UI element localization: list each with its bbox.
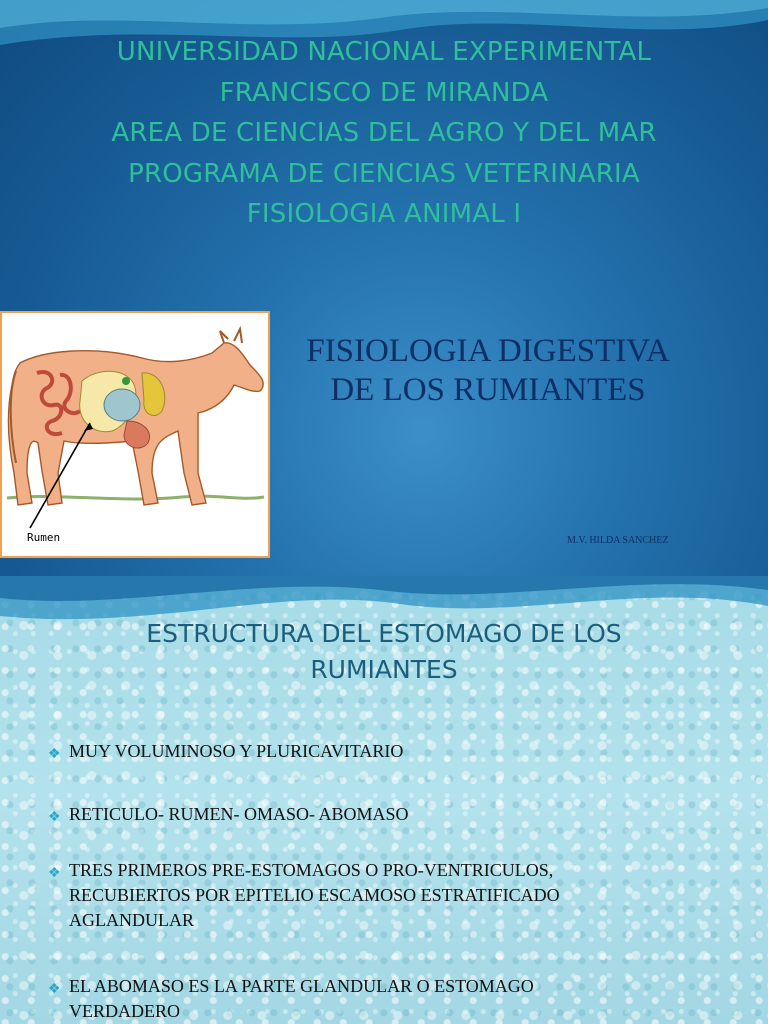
university-title [0, 32, 768, 235]
subtitle-line: FISIOLOGIA DIGESTIVA [306, 333, 670, 369]
presentation-subtitle [272, 332, 704, 410]
author-name: M.V. HILDA SANCHEZ [567, 535, 669, 546]
slide-title-line: RUMIANTES [310, 655, 458, 684]
list-item-text: EL ABOMASO ES LA PARTE GLANDULAR O ESTOMAGO [69, 976, 534, 996]
diamond-bullet-icon: ❖ [48, 982, 61, 997]
list-item-text: TRES PRIMEROS PRE-ESTOMAGOS O PRO-VENTRICULOS, [69, 860, 554, 880]
title-line: FRANCISCO DE MIRANDA [219, 77, 549, 108]
list-item-text: VERDADERO [69, 1001, 180, 1021]
list-item-text: MUY VOLUMINOSO Y PLURICAVITARIO [69, 741, 404, 761]
title-line: FISIOLOGIA ANIMAL I [246, 199, 522, 229]
diamond-bullet-icon: ❖ [48, 810, 61, 825]
list-item-text: RECUBIERTOS POR EPITELIO ESCAMOSO ESTRATIFICADO [69, 885, 560, 905]
list-item-text: AGLANDULAR [69, 910, 194, 930]
slide-title [0, 616, 768, 688]
cow-digestive-diagram [2, 313, 268, 556]
content-slide [0, 576, 768, 1024]
slide-title-line: ESTRUCTURA DEL ESTOMAGO DE LOS [146, 619, 622, 648]
subtitle-line: DE LOS RUMIANTES [330, 372, 646, 408]
diamond-bullet-icon: ❖ [48, 747, 61, 762]
title-line: PROGRAMA DE CIENCIAS VETERINARIA [128, 158, 640, 189]
title-line: UNIVERSIDAD NACIONAL EXPERIMENTAL [116, 37, 652, 67]
cow-illustration [0, 311, 270, 558]
rumen-label: Rumen [27, 531, 61, 544]
title-line: AREA DE CIENCIAS DEL AGRO Y DEL MAR [111, 118, 657, 148]
list-item-text: RETICULO- RUMEN- OMASO- ABOMASO [69, 804, 409, 824]
diamond-bullet-icon: ❖ [48, 866, 61, 881]
